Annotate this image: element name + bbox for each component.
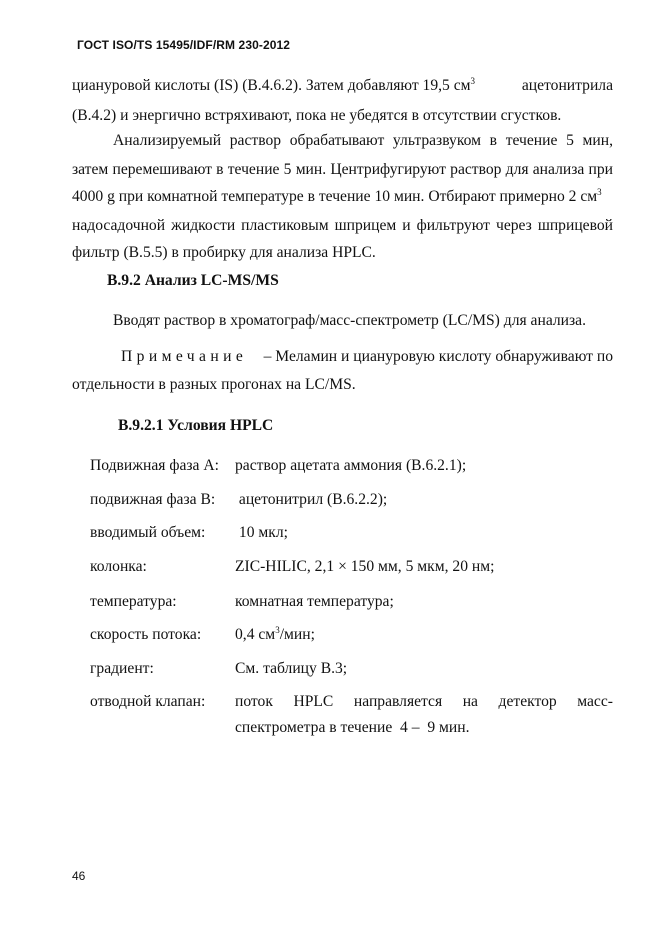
value-word: на [462,693,478,710]
value-word: HPLC [293,693,334,710]
page-number: 46 [72,869,86,883]
paragraph-line: надосадочной жидкости пластиковым шприцем и фильтруют через шприцевой [72,217,613,234]
condition-value: ZIC-HILIC, 2,1 × 150 мм, 5 мкм, 20 нм; [235,558,495,575]
condition-label: колонка: [90,558,147,575]
note-text: – Меламин и циануровую кислоту обнаруживают по [263,348,613,365]
value-word: масс- [577,693,613,710]
condition-label: скорость потока: [90,626,202,643]
paragraph-line: затем перемешивают в течение 5 мин. Центрифугируют раствор для анализа при [72,161,613,178]
section-heading: В.9.2.1 Условия HPLC [118,417,274,434]
section-heading: В.9.2 Анализ LC-MS/MS [107,272,279,289]
condition-label: температура: [90,593,177,610]
condition-label: вводимый объем: [90,524,206,541]
condition-value: См. таблицу В.3; [235,660,348,677]
paragraph-line: (В.4.2) и энергично встряхивают, пока не убедятся в отсутствии сгустков. [72,107,562,124]
note-line [121,348,613,366]
condition-label: отводной клапан: [90,693,206,710]
condition-value: 10 мкл; [235,524,288,541]
condition-value: комнатная температура; [235,593,394,610]
condition-value: раствор ацетата аммония (В.6.2.1); [235,457,467,474]
paragraph-line: фильтр (В.5.5) в пробирку для анализа HPLC. [72,244,376,261]
text-run: циануровой кислоты (IS) (В.4.6.2). Затем добавляют 19,5 $см^3$ [72,76,476,94]
condition-value-continuation: спектрометра в течение 4 – 9 мин. [235,719,470,736]
value-word: направляется [353,693,443,710]
paragraph-line [72,77,613,95]
condition-label: градиент: [90,660,154,677]
note-line: отдельности в разных прогонах на LC/MS. [72,376,356,393]
value-word: детектор [498,693,557,710]
text-run: ацетонитрила [521,77,613,94]
value-word: поток [235,693,273,710]
paragraph-3: Вводят раствор в хроматограф/масс-спектрометр (LC/MS) для анализа. [113,312,586,329]
paragraph-line: Анализируемый раствор обрабатывают ультразвуком в течение 5 мин, [113,132,613,149]
condition-value: 0,4 $см^3$/мин; [235,625,315,643]
condition-label: подвижная фаза В: [90,491,216,508]
condition-value: ацетонитрил (В.6.2.2); [235,491,388,508]
condition-label: Подвижная фаза А: [90,457,219,474]
note-label: Примечание [121,348,248,365]
condition-value [235,693,613,711]
document-header-code: ГОСТ ISO/TS 15495/IDF/RM 230-2012 [77,38,291,52]
paragraph-line: 4000 g при комнатной температуре в течение 10 мин. Отбирают примерно 2 $см^3$ [72,187,602,205]
